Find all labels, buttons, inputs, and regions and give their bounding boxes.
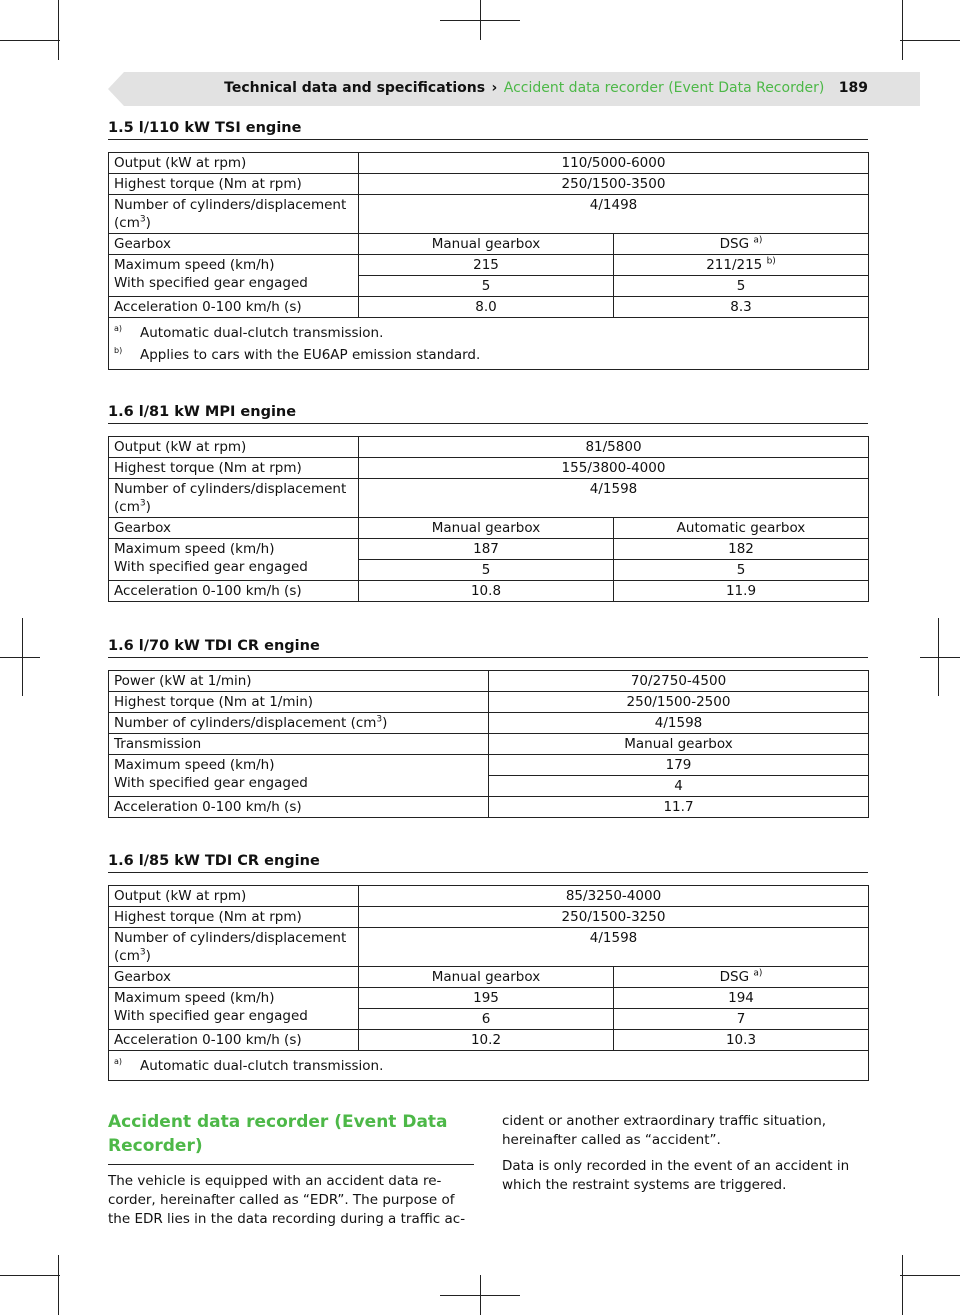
- row-label: Acceleration 0-100 km/h (s): [109, 1030, 359, 1051]
- row-label: Output (kW at rpm): [109, 886, 359, 907]
- row-label: Output (kW at rpm): [109, 153, 359, 174]
- table-row: [109, 988, 869, 1009]
- row-label: Gearbox: [109, 967, 359, 988]
- speed-manual: 187: [359, 539, 614, 560]
- footnote: [114, 344, 863, 366]
- crop-mark: [920, 657, 960, 658]
- spec-table: [108, 670, 869, 818]
- table-row: [109, 907, 869, 928]
- label-text: Number of cylinders/displacement (cm: [114, 930, 347, 964]
- gearbox-manual: Manual gearbox: [359, 234, 614, 255]
- section-title: 1.6 l/81 kW MPI engine: [108, 404, 868, 424]
- row-label: Gearbox: [109, 234, 359, 255]
- gear-label: With specified gear engaged: [114, 775, 308, 791]
- spec-table: [108, 436, 869, 602]
- crop-mark: [58, 1255, 59, 1315]
- row-value: 4/1598: [359, 928, 869, 967]
- table-row: [109, 692, 869, 713]
- label-close: ): [382, 715, 388, 731]
- label-text: Number of cylinders/displacement (cm: [114, 481, 347, 515]
- footnote-mark: a): [114, 1057, 123, 1066]
- crop-mark: [0, 1275, 60, 1276]
- row-label: Highest torque (Nm at 1/min): [109, 692, 489, 713]
- speed-dsg: [614, 255, 869, 276]
- speed-label: Maximum speed (km/h): [114, 757, 275, 773]
- edr-section-title: Accident data recorder (Event Data Recorder): [108, 1110, 474, 1165]
- superscript: 3: [376, 714, 383, 725]
- row-label: Acceleration 0-100 km/h (s): [109, 797, 489, 818]
- crop-mark: [440, 1295, 520, 1296]
- gearbox-text: DSG: [719, 236, 750, 252]
- footnotes: [109, 318, 869, 370]
- row-label: Gearbox: [109, 518, 359, 539]
- table-row: [109, 1030, 869, 1051]
- accel-dsg: 10.3: [614, 1030, 869, 1051]
- row-label: Power (kW at 1/min): [109, 671, 489, 692]
- row-value: 110/5000-6000: [359, 153, 869, 174]
- row-label: [109, 928, 359, 967]
- row-value: 85/3250-4000: [359, 886, 869, 907]
- footnote-ref[interactable]: a): [753, 235, 763, 246]
- footnote-mark: b): [114, 346, 123, 355]
- table-row: [109, 581, 869, 602]
- header-section[interactable]: Accident data recorder (Event Data Recorder): [503, 80, 825, 96]
- gearbox-manual: Manual gearbox: [359, 518, 614, 539]
- crop-mark: [0, 40, 60, 41]
- gear-label: With specified gear engaged: [114, 559, 308, 575]
- accel-manual: 10.2: [359, 1030, 614, 1051]
- table-row: [109, 234, 869, 255]
- accel-value: 11.7: [489, 797, 869, 818]
- crop-mark: [900, 1275, 960, 1276]
- engine-section-3: [108, 638, 868, 818]
- row-label: Highest torque (Nm at rpm): [109, 458, 359, 479]
- gear-manual: 5: [359, 560, 614, 581]
- gear-automatic: 5: [614, 560, 869, 581]
- edr-column-left: [108, 1172, 474, 1236]
- table-row: [109, 797, 869, 818]
- gearbox-text: DSG: [719, 969, 750, 985]
- table-row: [109, 479, 869, 518]
- footnote-ref[interactable]: b): [766, 256, 776, 267]
- row-label: [109, 479, 359, 518]
- header-chapter[interactable]: Technical data and specifications: [224, 80, 486, 96]
- gearbox-dsg: [614, 234, 869, 255]
- row-value: 4/1498: [359, 195, 869, 234]
- table-row: [109, 153, 869, 174]
- label-text: Number of cylinders/displacement (cm: [114, 715, 377, 731]
- table-row: [109, 928, 869, 967]
- table-row: [109, 195, 869, 234]
- footnote-text: Applies to cars with the EU6AP emission standard.: [140, 347, 481, 363]
- row-value: Manual gearbox: [489, 734, 869, 755]
- table-row: [109, 539, 869, 560]
- speed-text: 211/215: [706, 257, 763, 273]
- accel-manual: 10.8: [359, 581, 614, 602]
- footnotes: [109, 1051, 869, 1081]
- label-close: ): [145, 215, 151, 231]
- superscript: 3: [139, 214, 146, 225]
- table-row: [109, 734, 869, 755]
- row-value: 155/3800-4000: [359, 458, 869, 479]
- footnote-row: [109, 1051, 869, 1081]
- speed-label: Maximum speed (km/h): [114, 990, 275, 1006]
- superscript: 3: [139, 498, 146, 509]
- edr-paragraph: The vehicle is equipped with an accident data re-corder, hereinafter called as “EDR”. The purpose of the EDR lies in the data recording during a traffic ac-: [108, 1173, 466, 1227]
- running-header: [224, 80, 868, 96]
- row-value: 4/1598: [489, 713, 869, 734]
- header-separator: ›: [491, 80, 498, 96]
- row-label: [109, 195, 359, 234]
- speed-dsg: 194: [614, 988, 869, 1009]
- row-label: Output (kW at rpm): [109, 437, 359, 458]
- label-close: ): [145, 948, 151, 964]
- crop-mark: [440, 20, 520, 21]
- table-row: [109, 755, 869, 776]
- table-row: [109, 518, 869, 539]
- speed-value: 179: [489, 755, 869, 776]
- accel-dsg: 8.3: [614, 297, 869, 318]
- row-value: 250/1500-2500: [489, 692, 869, 713]
- footnote-row: [109, 318, 869, 370]
- table-row: [109, 174, 869, 195]
- accel-automatic: 11.9: [614, 581, 869, 602]
- table-row: [109, 967, 869, 988]
- row-value: 70/2750-4500: [489, 671, 869, 692]
- row-label: [109, 539, 359, 581]
- row-label: Acceleration 0-100 km/h (s): [109, 297, 359, 318]
- footnote: [114, 1055, 863, 1077]
- page-number: 189: [838, 80, 868, 96]
- superscript: 3: [139, 947, 146, 958]
- crop-mark: [902, 1255, 903, 1315]
- footnote-mark: a): [114, 324, 123, 333]
- speed-manual: 195: [359, 988, 614, 1009]
- crop-mark: [900, 40, 960, 41]
- gear-dsg: 5: [614, 276, 869, 297]
- gear-manual: 6: [359, 1009, 614, 1030]
- speed-label: Maximum speed (km/h): [114, 257, 275, 273]
- crop-mark: [0, 657, 40, 658]
- row-value: 250/1500-3250: [359, 907, 869, 928]
- table-row: [109, 437, 869, 458]
- section-title: 1.5 l/110 kW TSI engine: [108, 120, 868, 140]
- speed-label: Maximum speed (km/h): [114, 541, 275, 557]
- table-row: [109, 255, 869, 276]
- gear-manual: 5: [359, 276, 614, 297]
- row-label: Acceleration 0-100 km/h (s): [109, 581, 359, 602]
- row-value: 250/1500-3500: [359, 174, 869, 195]
- row-label: [109, 988, 359, 1030]
- section-title: 1.6 l/70 kW TDI CR engine: [108, 638, 868, 658]
- label-close: ): [145, 499, 151, 515]
- accel-manual: 8.0: [359, 297, 614, 318]
- gear-label: With specified gear engaged: [114, 275, 308, 291]
- row-value: 81/5800: [359, 437, 869, 458]
- row-label: [109, 255, 359, 297]
- speed-manual: 215: [359, 255, 614, 276]
- engine-section-2: [108, 404, 868, 602]
- edr-paragraph: cident or another extraordinary traffic situation, hereinafter called as “accident”.: [502, 1113, 827, 1148]
- gearbox-manual: Manual gearbox: [359, 967, 614, 988]
- crop-mark: [902, 0, 903, 60]
- footnote-ref[interactable]: a): [753, 968, 763, 979]
- row-value: 4/1598: [359, 479, 869, 518]
- row-label: [109, 713, 489, 734]
- table-row: [109, 713, 869, 734]
- edr-column-right: [502, 1112, 868, 1202]
- spec-table: [108, 885, 869, 1081]
- crop-mark: [58, 0, 59, 60]
- speed-automatic: 182: [614, 539, 869, 560]
- engine-section-4: [108, 853, 868, 1081]
- row-label: [109, 755, 489, 797]
- footnote-text: Automatic dual-clutch transmission.: [140, 1058, 384, 1074]
- row-label: Highest torque (Nm at rpm): [109, 174, 359, 195]
- gearbox-automatic: Automatic gearbox: [614, 518, 869, 539]
- row-label: Transmission: [109, 734, 489, 755]
- gear-label: With specified gear engaged: [114, 1008, 308, 1024]
- section-title: 1.6 l/85 kW TDI CR engine: [108, 853, 868, 873]
- spec-table: [108, 152, 869, 370]
- table-row: [109, 671, 869, 692]
- engine-section-1: [108, 120, 868, 370]
- footnote-text: Automatic dual-clutch transmission.: [140, 325, 384, 341]
- footnote: [114, 322, 863, 344]
- gear-dsg: 7: [614, 1009, 869, 1030]
- table-row: [109, 297, 869, 318]
- row-label: Highest torque (Nm at rpm): [109, 907, 359, 928]
- edr-paragraph: Data is only recorded in the event of an accident in which the restraint systems are triggered.: [502, 1158, 850, 1193]
- table-row: [109, 458, 869, 479]
- table-row: [109, 886, 869, 907]
- gear-value: 4: [489, 776, 869, 797]
- gearbox-dsg: [614, 967, 869, 988]
- label-text: Number of cylinders/displacement (cm: [114, 197, 347, 231]
